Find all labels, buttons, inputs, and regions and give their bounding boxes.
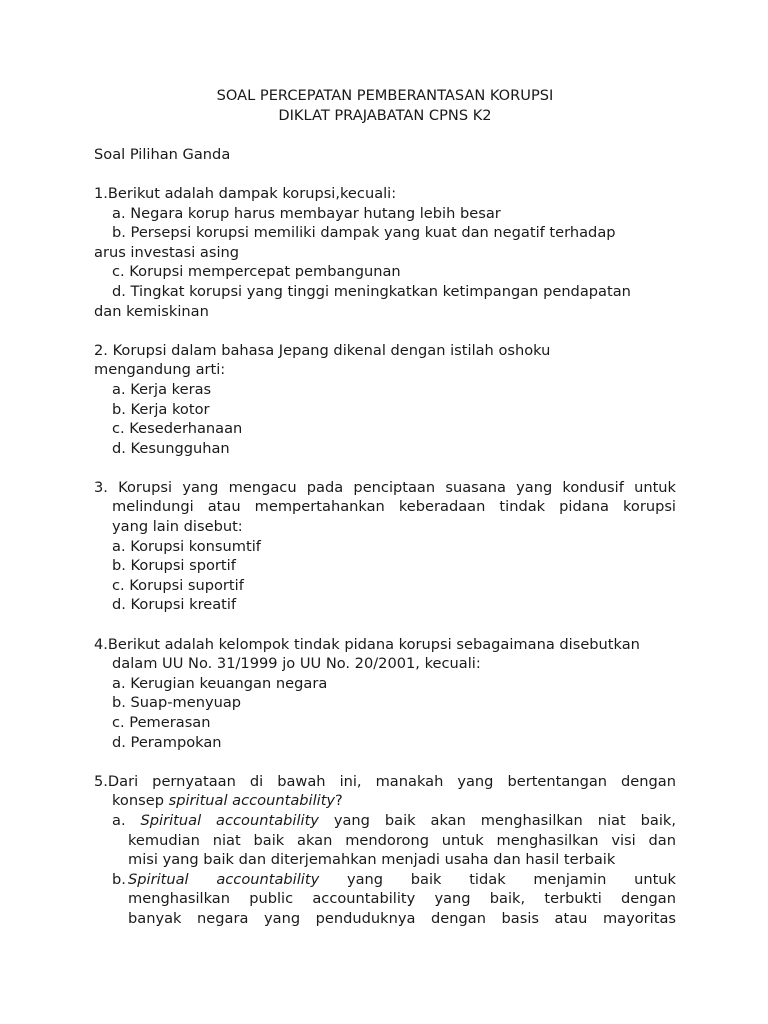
q2-option-b: b. Kerja kotor <box>112 400 210 418</box>
q5-option-a-line1: a. Spiritual accountability yang baik akan menghasilkan niat baik, <box>112 811 676 829</box>
q5-option-b-line3: banyak negara yang penduduknya dengan basis atau mayoritas <box>128 909 676 927</box>
q5-option-b-label: b. <box>112 870 126 888</box>
q5-option-a-line2: kemudian niat baik akan mendorong untuk menghasilkan visi dan <box>128 831 676 849</box>
q3-option-c: c. Korupsi suportif <box>112 576 244 594</box>
doc-title-line1: SOAL PERCEPATAN PEMBERANTASAN KORUPSI <box>216 87 554 104</box>
q4-question-line2: dalam UU No. 31/1999 jo UU No. 20/2001, kecuali: <box>112 655 481 673</box>
q4-question-line1: 4.Berikut adalah kelompok tindak pidana korupsi sebagaimana disebutkan <box>94 635 640 653</box>
q5-option-b-line2: menghasilkan public accountability yang baik, terbukti dengan <box>128 890 676 908</box>
q4-option-d: d. Perampokan <box>112 733 222 751</box>
q1-option-a: a. Negara korup harus membayar hutang lebih besar <box>112 204 501 222</box>
q1-question: 1.Berikut adalah dampak korupsi,kecuali: <box>94 184 397 202</box>
q1-option-d-line1: d. Tingkat korupsi yang tinggi meningkatkan ketimpangan pendapatan <box>112 282 631 300</box>
doc-title-line2: DIKLAT PRAJABATAN CPNS K2 <box>278 106 492 124</box>
document-page <box>94 86 676 929</box>
q1-option-b-line2: arus investasi asing <box>94 243 240 261</box>
q4-option-a: a. Kerugian keuangan negara <box>112 674 328 692</box>
q5-option-b-line1: b. Spiritual accountability yang baik tidak menjamin untuk <box>112 870 676 888</box>
q4-option-c: c. Pemerasan <box>112 714 211 731</box>
q3-question-line3: yang lain disebut: <box>112 518 243 536</box>
q1-option-d-line2: dan kemiskinan <box>94 302 209 320</box>
q3-option-d: d. Korupsi kreatif <box>112 596 237 614</box>
q2-option-a: a. Kerja keras <box>112 380 212 398</box>
q1-option-c: c. Korupsi mempercepat pembangunan <box>112 263 401 281</box>
q2-option-c: c. Kesederhanaan <box>112 420 243 438</box>
q3-question-line2: melindungi atau mempertahankan keberadaan tindak pidana korupsi <box>112 498 676 516</box>
q5-option-a-line3: misi yang baik dan diterjemahkan menjadi usaha dan hasil terbaik <box>128 851 616 869</box>
q2-option-d: d. Kesungguhan <box>112 439 230 457</box>
section-heading: Soal Pilihan Ganda <box>94 145 231 163</box>
q4-option-b: b. Suap-menyuap <box>112 694 242 712</box>
q2-question-line2: mengandung arti: <box>94 361 226 379</box>
q2-question-line1: 2. Korupsi dalam bahasa Jepang dikenal dengan istilah oshoku <box>94 341 551 359</box>
q3-question-line1: 3. Korupsi yang mengacu pada penciptaan suasana yang kondusif untuk <box>94 478 676 496</box>
q1-option-b-line1: b. Persepsi korupsi memiliki dampak yang kuat dan negatif terhadap <box>112 224 616 242</box>
q5-question-line2: konsep spiritual accountability? <box>112 792 343 810</box>
q5-question-line1: 5.Dari pernyataan di bawah ini, manakah yang bertentangan dengan <box>94 772 676 790</box>
q3-option-b: b. Korupsi sportif <box>112 557 236 575</box>
q3-option-a: a. Korupsi konsumtif <box>112 537 261 555</box>
